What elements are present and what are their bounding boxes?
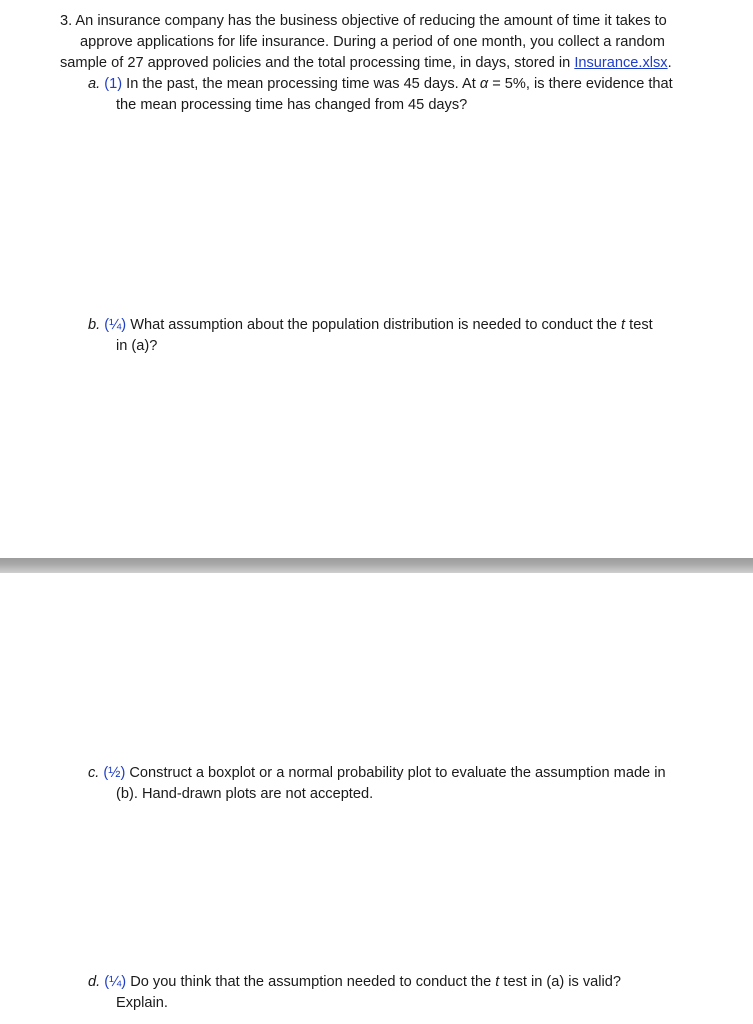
part-d-line-1 <box>88 972 621 992</box>
part-d-line-2 <box>116 993 168 1013</box>
part-c-text: Construct a boxplot or a normal probability plot to evaluate the assumption made in <box>129 765 666 781</box>
punctuation: . <box>667 55 672 71</box>
part-d-letter: d. <box>88 974 101 990</box>
part-a-letter: a. <box>88 76 101 92</box>
part-c-points: (½) <box>103 765 126 781</box>
question-3-line-2 <box>80 32 665 52</box>
page-break-divider <box>0 558 753 573</box>
part-b-line-1 <box>88 315 653 335</box>
question-3-line-1 <box>60 11 667 31</box>
part-c-text: (b). Hand-drawn plots are not accepted. <box>116 786 374 802</box>
part-d-text: test in (a) is valid? <box>499 974 622 990</box>
part-a-points: (1) <box>104 76 123 92</box>
part-b-text: in (a)? <box>116 338 158 354</box>
insurance-file-link[interactable]: Insurance.xlsx <box>574 55 668 71</box>
question-text: approve applications for life insurance. During a period of one month, you collect a random <box>80 34 665 50</box>
part-b-letter: b. <box>88 317 101 333</box>
part-b-text: What assumption about the population distribution is needed to conduct the <box>130 317 622 333</box>
part-d-text: Do you think that the assumption needed to conduct the <box>130 974 496 990</box>
part-c-letter: c. <box>88 765 100 781</box>
question-3-line-3 <box>60 53 672 73</box>
question-number: 3. <box>60 13 73 29</box>
part-d-text: Explain. <box>116 995 168 1011</box>
part-d-points: (¼) <box>104 974 127 990</box>
question-text: An insurance company has the business objective of reducing the amount of time it takes to <box>75 13 667 29</box>
part-c-line-2 <box>116 784 373 804</box>
t-symbol: t <box>621 317 626 333</box>
part-b-points: (¼) <box>104 317 127 333</box>
document-page-2 <box>0 573 753 1024</box>
t-symbol: t <box>495 974 500 990</box>
question-text: sample of 27 approved policies and the total processing time, in days, stored in <box>60 55 575 71</box>
part-c-line-1 <box>88 763 666 783</box>
part-a-text: In the past, the mean processing time was 45 days. At <box>126 76 480 92</box>
part-a-text: = 5%, is there evidence that <box>488 76 673 92</box>
part-b-text: test <box>625 317 653 333</box>
part-b-line-2 <box>116 336 157 356</box>
alpha-symbol: α <box>479 76 489 92</box>
part-a-line-2 <box>116 95 467 115</box>
part-a-line-1 <box>88 74 673 94</box>
part-a-text: the mean processing time has changed from 45 days? <box>116 97 468 113</box>
